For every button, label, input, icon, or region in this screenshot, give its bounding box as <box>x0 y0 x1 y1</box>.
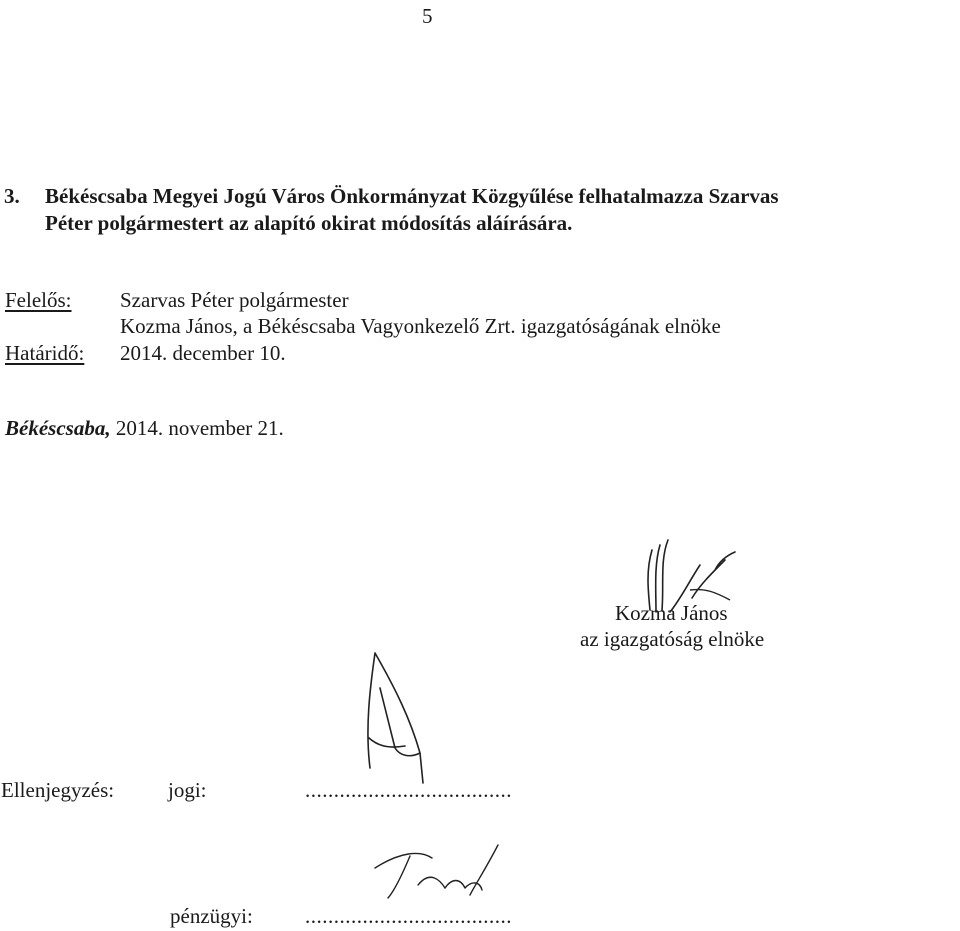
financial-label: pénzügyi: <box>170 904 253 928</box>
signatory-title: az igazgatóság elnöke <box>580 627 765 651</box>
deadline-value: 2014. december 10. <box>120 341 286 365</box>
responsible-person-1: Szarvas Péter polgármester <box>120 288 349 312</box>
page-number: 5 <box>422 4 433 28</box>
signatory-name: Kozma János <box>615 601 728 625</box>
legal-signature-line: .................................... <box>305 778 512 802</box>
countersign-label: Ellenjegyzés: <box>1 778 115 802</box>
responsible-person-2: Kozma János, a Békéscsaba Vagyonkezelő Zrt. igazgatóságának elnöke <box>120 314 721 338</box>
place-date <box>5 418 284 439</box>
resolution-line-2: Péter polgármestert az alapító okirat módosítás aláírására. <box>45 211 573 235</box>
responsible-label: Felelős: <box>5 288 72 312</box>
date: 2014. november 21. <box>115 416 284 440</box>
financial-signature-line: .................................... <box>305 904 512 928</box>
deadline-label: Határidő: <box>5 341 85 365</box>
resolution-line-1: Békéscsaba Megyei Jogú Város Önkormányzat Közgyűlése felhatalmazza Szarvas <box>45 184 779 208</box>
legal-label: jogi: <box>168 778 207 802</box>
place: Békéscsaba, <box>5 416 111 440</box>
resolution-number: 3. <box>4 184 20 208</box>
legal-signature-icon <box>355 648 445 788</box>
